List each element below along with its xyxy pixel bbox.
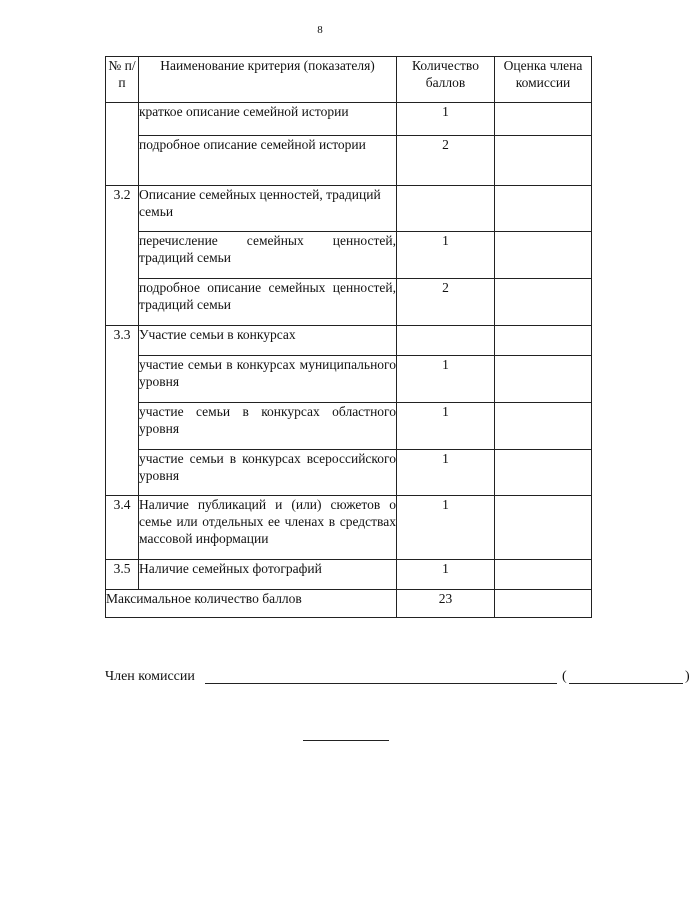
criterion-points xyxy=(397,326,495,356)
signature-label: Член комиссии xyxy=(105,669,195,684)
evaluation-cell[interactable] xyxy=(495,186,592,232)
table-row xyxy=(106,103,592,136)
evaluation-cell[interactable] xyxy=(495,232,592,279)
header-points: Количество баллов xyxy=(397,57,495,103)
criterion-points xyxy=(397,186,495,232)
table-row xyxy=(106,403,592,450)
evaluation-cell[interactable] xyxy=(495,103,592,136)
table-row xyxy=(106,356,592,403)
criterion-points: 2 xyxy=(397,136,495,186)
criterion-name: перечисление семейных ценностей, традиций семьи xyxy=(139,232,397,279)
signature-line[interactable] xyxy=(205,683,557,684)
total-evaluation-cell[interactable] xyxy=(495,590,592,618)
criterion-name: Описание семейных ценностей, традиций семьи xyxy=(139,186,397,232)
criterion-points: 1 xyxy=(397,232,495,279)
criterion-points: 1 xyxy=(397,103,495,136)
page-number: 8 xyxy=(317,24,323,36)
table-row xyxy=(106,232,592,279)
total-label: Максимальное количество баллов xyxy=(106,590,397,618)
table-header-row xyxy=(106,57,592,103)
table-row xyxy=(106,326,592,356)
criteria-table xyxy=(105,56,592,618)
evaluation-cell[interactable] xyxy=(495,136,592,186)
name-line[interactable] xyxy=(569,683,683,684)
criterion-name: участие семьи в конкурсах муниципального уровня xyxy=(139,356,397,403)
table-row xyxy=(106,560,592,590)
row-number: 3.2 xyxy=(106,186,139,326)
evaluation-cell[interactable] xyxy=(495,403,592,450)
signature-paren-close: ) xyxy=(685,669,690,684)
total-points: 23 xyxy=(397,590,495,618)
row-number: 3.5 xyxy=(106,560,139,590)
criterion-points: 1 xyxy=(397,403,495,450)
evaluation-cell[interactable] xyxy=(495,356,592,403)
evaluation-cell[interactable] xyxy=(495,326,592,356)
row-number xyxy=(106,103,139,186)
header-evaluation: Оценка члена комиссии xyxy=(495,57,592,103)
table-row xyxy=(106,136,592,186)
criterion-points: 2 xyxy=(397,279,495,326)
criterion-name: участие семьи в конкурсах областного уровня xyxy=(139,403,397,450)
table-row xyxy=(106,279,592,326)
criterion-name: участие семьи в конкурсах всероссийского уровня xyxy=(139,450,397,496)
evaluation-cell[interactable] xyxy=(495,279,592,326)
criterion-name: Наличие семейных фотографий xyxy=(139,560,397,590)
criterion-points: 1 xyxy=(397,450,495,496)
table-row xyxy=(106,450,592,496)
evaluation-cell[interactable] xyxy=(495,560,592,590)
signature-paren-open: ( xyxy=(562,669,567,684)
header-num: № п/п xyxy=(106,57,139,103)
evaluation-cell[interactable] xyxy=(495,496,592,560)
table-row xyxy=(106,496,592,560)
criterion-name: Наличие публикаций и (или) сюжетов о семье или отдельных ее членах в средствах массовой информации xyxy=(139,496,397,560)
criterion-name: Участие семьи в конкурсах xyxy=(139,326,397,356)
row-number: 3.4 xyxy=(106,496,139,560)
evaluation-cell[interactable] xyxy=(495,450,592,496)
criterion-points: 1 xyxy=(397,496,495,560)
row-number: 3.3 xyxy=(106,326,139,496)
total-row xyxy=(106,590,592,618)
criterion-name: подробное описание семейных ценностей, традиций семьи xyxy=(139,279,397,326)
table-row xyxy=(106,186,592,232)
criterion-points: 1 xyxy=(397,356,495,403)
header-criterion-name: Наименование критерия (показателя) xyxy=(139,57,397,103)
end-divider xyxy=(303,740,389,741)
criterion-name: подробное описание семейной истории xyxy=(139,136,397,186)
criterion-points: 1 xyxy=(397,560,495,590)
criterion-name: краткое описание семейной истории xyxy=(139,103,397,136)
